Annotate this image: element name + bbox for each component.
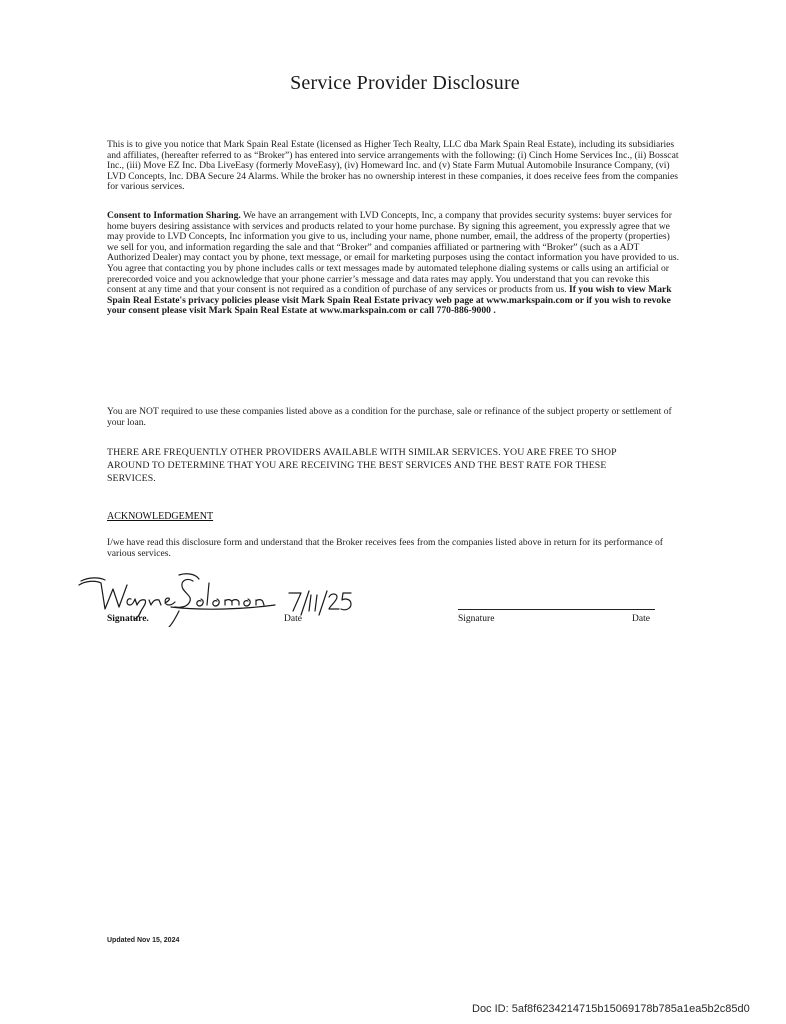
left-signature-label: Signature. [107,614,149,624]
consent-heading: Consent to Information Sharing. [107,210,241,221]
not-required-paragraph: You are NOT required to use these companies listed above as a condition for the purchase, sale or refinance of the subject property or settlement of your loan. [107,406,672,428]
document-title: Service Provider Disclosure [290,72,520,94]
consent-privacy-notice: If you wish to view Mark Spain Real Estate's privacy policies please visit Mark Spain Real Estate privacy web page at www.markspain.com or if you wish to revoke your consent please visit Mark Spain Real Estate at www.markspain.com or call 770-886-9000 . [107,284,672,317]
consent-body: We have an arrangement with LVD Concepts, Inc, a company that provides security systems: buyer services for home buyers desiring assistance with services and products related to your home purchase. By signing this agreement, you expressly agree that we may provide to LVD Concepts, Inc information you give to us, including your name, phone number, email, the address of the property (properties) we sell for you, and information regarding the sale and that “Broker” and companies affiliated or partnering with “Broker” (such as a ADT Authorized Dealer) may contact you by phone, text message, or email for marketing purposes using the contact information you have provided to us. You agree that contacting you by phone includes calls or text messages made by automated telephone dialing systems or calls using an artificial or prerecorded voice and you acknowledge that your phone carrier’s message and data rates may apply. You understand that you can revoke this consent at any time and that your consent is not required as a condition of purchase of any services or products from us. [107,210,679,296]
updated-date: Updated Nov 15, 2024 [107,937,180,944]
shop-around-paragraph: THERE ARE FREQUENTLY OTHER PROVIDERS AVAILABLE WITH SIMILAR SERVICES. YOU ARE FREE TO SHOP AROUND TO DETERMINE THAT YOU ARE RECEIVING THE BEST SERVICES AND THE BEST RATE FOR THESE SERVICES. [107,447,617,484]
left-date-label: Date [284,614,302,624]
notice-paragraph: This is to give you notice that Mark Spain Real Estate (licensed as Higher Tech Realty, LLC dba Mark Spain Real Estate), including its subsidiaries and affiliates, (hereafter referred to as “Broker”) has entered into service arrangements with the following: (i) Cinch Home Services Inc., (ii) Bosscat Inc., (iii) Move EZ Inc. Dba LiveEasy (formerly MoveEasy), (iv) Homeward Inc. and (v) State Farm Mutual Automobile Insurance Company, (vi) LVD Concepts, Inc. DBA Secure 24 Alarms. While the broker has no ownership interest in these companies, it does receive fees from the companies for various services. [107,139,679,193]
right-signature-label: Signature [458,614,495,624]
document-id: Doc ID: 5af8f6234214715b15069178b785a1ea5b2c85d0 [472,1003,750,1015]
acknowledgement-heading: ACKNOWLEDGEMENT [107,511,214,522]
right-date-label: Date [632,614,650,624]
acknowledgement-paragraph: I/we have read this disclosure form and understand that the Broker receives fees from the companies listed above in return for its performance of various services. [107,537,663,559]
right-signature-line [458,609,655,610]
consent-paragraph [107,211,679,317]
